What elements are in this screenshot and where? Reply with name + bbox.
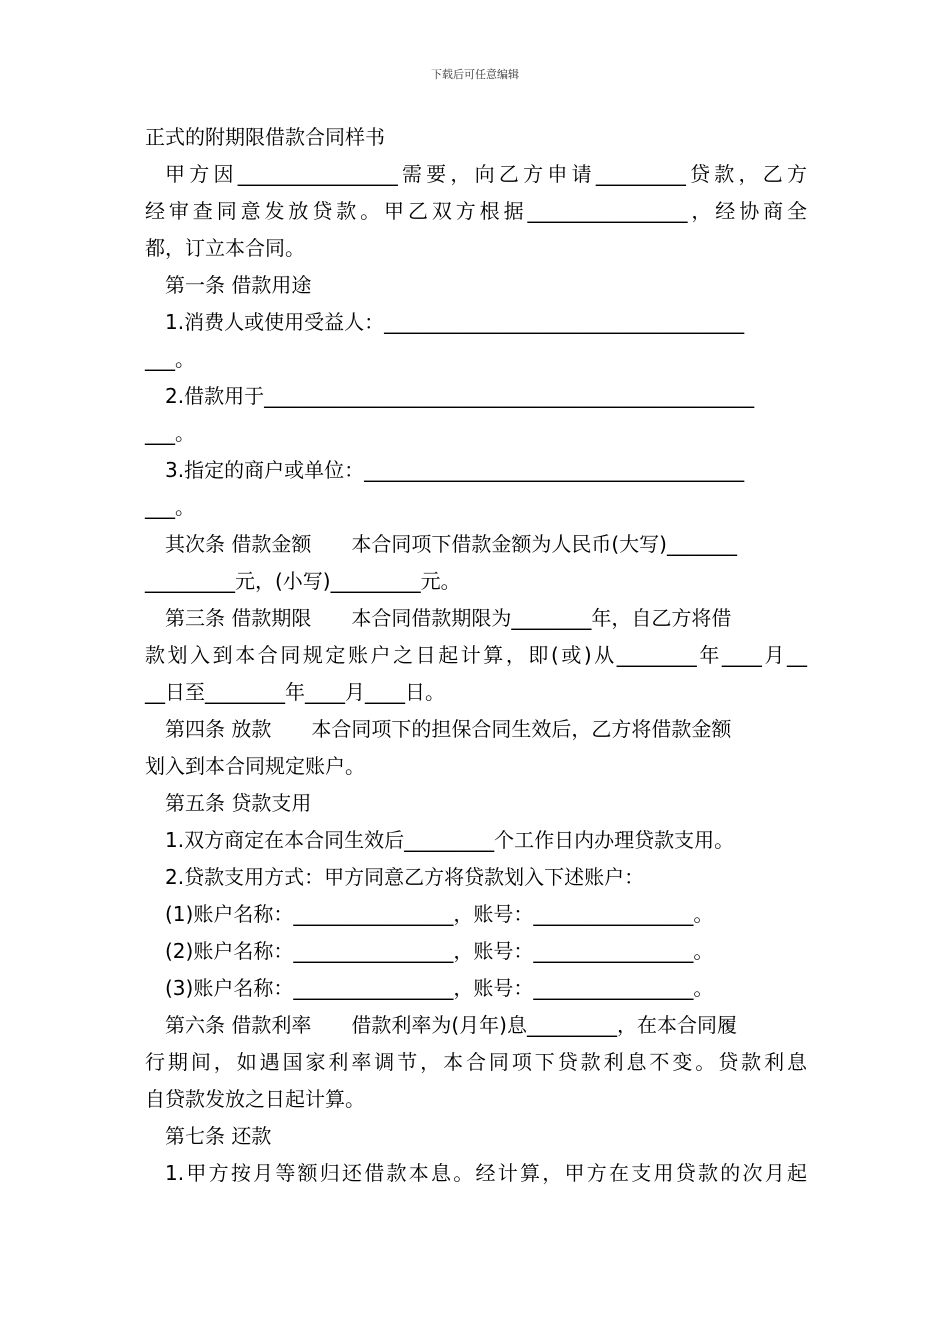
document-title: 正式的附期限借款合同样书 xyxy=(145,125,385,149)
section-text: 本合同借款期限为________年，自乙方将借 xyxy=(351,606,732,630)
paragraph-line: 自贷款发放之日起计算。 xyxy=(145,1087,365,1111)
paragraph-line: 都，订立本合同。 xyxy=(145,236,305,260)
paragraph-line: 2.贷款支用方式：甲方同意乙方将贷款划入下述账户： xyxy=(165,865,645,889)
paragraph-line xyxy=(145,526,807,563)
paragraph-line: 经审查同意发放贷款。甲乙双方根据________________，经协商全 xyxy=(145,199,807,223)
paragraph-line xyxy=(145,1007,807,1044)
paragraph-line: 1.甲方按月等额归还借款本息。经计算，甲方在支用贷款的次月起 xyxy=(165,1161,807,1185)
section-text: 本合同项下借款金额为人民币(大写)_______ xyxy=(351,532,737,556)
paragraph-line: 款划入到本合同规定账户之日起计算，即(或)从________年____月__ xyxy=(145,643,807,667)
paragraph-line: ___。 xyxy=(145,495,195,519)
paragraph-line: 1.消费人或使用受益人：____________________________________ xyxy=(165,310,745,334)
paragraph-line xyxy=(145,711,807,748)
section-heading: 第六条 借款利率 xyxy=(165,1013,312,1037)
paragraph-line: 1.双方商定在本合同生效后_________个工作日内办理贷款支用。 xyxy=(165,828,735,852)
paragraph-line: 甲方因________________需要，向乙方申请_________贷款，乙方 xyxy=(165,162,807,186)
paragraph-line: 2.借款用于_________________________________________________ xyxy=(165,384,755,408)
paragraph-line: ___。 xyxy=(145,347,195,371)
paragraph-line: 3.指定的商户或单位：______________________________________ xyxy=(165,458,745,482)
section-heading: 第五条 贷款支用 xyxy=(165,791,312,815)
paragraph-line: _________元，(小写)_________元。 xyxy=(145,569,461,593)
section-text: 借款利率为(月年)息_________，在本合同履 xyxy=(351,1013,737,1037)
section-heading: 第四条 放款 xyxy=(165,717,272,741)
paragraph-line: 行期间，如遇国家利率调节，本合同项下贷款利息不变。贷款利息 xyxy=(145,1050,807,1074)
section-heading: 第三条 借款期限 xyxy=(165,606,312,630)
paragraph-line: ___。 xyxy=(145,421,195,445)
paragraph-line: 划入到本合同规定账户。 xyxy=(145,754,365,778)
section-heading: 其次条 借款金额 xyxy=(165,532,312,556)
account-line: (1)账户名称：________________，账号：________________。 xyxy=(165,902,714,926)
page-header: 下载后可任意编辑 xyxy=(431,68,519,81)
document-body xyxy=(145,119,807,1192)
paragraph-line: __日至________年____月____日。 xyxy=(145,680,445,704)
account-line: (2)账户名称：________________，账号：________________。 xyxy=(165,939,714,963)
section-heading: 第一条 借款用途 xyxy=(165,273,312,297)
account-line: (3)账户名称：________________，账号：________________。 xyxy=(165,976,714,1000)
paragraph-line xyxy=(145,600,807,637)
section-text: 本合同项下的担保合同生效后，乙方将借款金额 xyxy=(311,717,732,741)
section-heading: 第七条 还款 xyxy=(165,1124,272,1148)
